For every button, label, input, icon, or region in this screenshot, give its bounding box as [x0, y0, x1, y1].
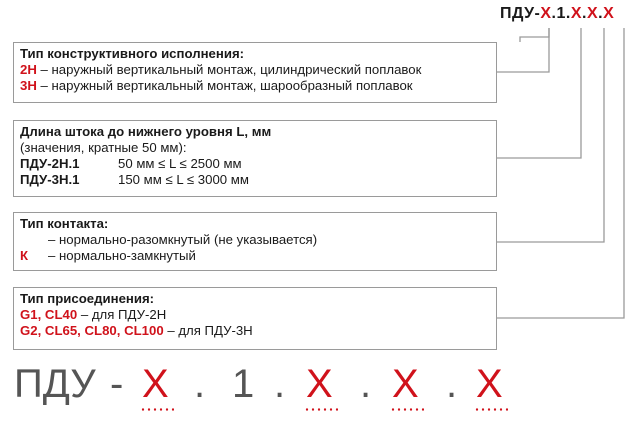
connection-type-title: Тип присоединения: [20, 291, 155, 306]
dotted-underline [474, 408, 508, 411]
option-text: – наружный вертикальный монтаж, цилиндрический поплавок [36, 62, 422, 77]
connection-option-3n [20, 323, 496, 339]
code-dot: . [194, 362, 206, 406]
rod-length-note: (значения, кратные 50 мм): [20, 140, 187, 155]
code-x-contact: Х [586, 5, 599, 22]
code-dot: . [360, 362, 372, 406]
dotted-underline [390, 408, 424, 411]
code-dot: . [446, 362, 458, 406]
code-one: 1 [232, 362, 255, 406]
connector-length [497, 28, 581, 158]
connector-contact [497, 28, 604, 242]
design-type-title: Тип конструктивного исполнения: [20, 46, 245, 61]
design-option-2n [20, 62, 496, 78]
rod-length-title: Длина штока до нижнего уровня L, мм [20, 124, 272, 139]
connector-design [520, 28, 549, 42]
model-name: ПДУ-2Н.1 [20, 156, 80, 171]
length-range: 150 мм ≤ L ≤ 3000 мм [118, 172, 249, 187]
code-x-contact: Х [392, 362, 419, 406]
length-range: 50 мм ≤ L ≤ 2500 мм [118, 156, 242, 171]
design-option-3n [20, 78, 496, 94]
code-dot: . [598, 5, 604, 22]
contact-option-no [20, 232, 496, 248]
option-code: 2Н [20, 62, 37, 77]
code-dot: . [274, 362, 286, 406]
contact-type-title: Тип контакта: [20, 216, 109, 231]
dotted-underline [140, 408, 174, 411]
code-x-length: Х [570, 5, 583, 22]
connection-type-box [13, 287, 497, 350]
connector-design-h [497, 28, 549, 72]
code-dot: . [565, 5, 571, 22]
code-dot: . [582, 5, 587, 22]
contact-option-nc [20, 248, 496, 264]
model-name: ПДУ-3Н.1 [20, 172, 80, 187]
code-prefix: ПДУ [14, 362, 96, 406]
option-code: 3Н [20, 78, 37, 93]
option-text: – для ПДУ-2Н [77, 307, 167, 322]
dotted-underline [304, 408, 338, 411]
code-prefix: ПДУ- [500, 5, 541, 22]
option-text: – для ПДУ-3Н [163, 323, 253, 338]
connection-option-2n [20, 307, 496, 323]
option-text: – нормально-замкнутый [48, 248, 196, 263]
model-code-large [14, 362, 624, 412]
code-dash: - [110, 362, 124, 406]
option-code: К [20, 248, 29, 263]
code-x-length: Х [306, 362, 333, 406]
contact-type-box [13, 212, 497, 271]
code-x-design: Х [142, 362, 169, 406]
rod-length-box [13, 120, 497, 197]
rod-length-row [20, 172, 496, 188]
design-type-box [13, 42, 497, 103]
option-codes: G1, CL40 [20, 307, 78, 322]
code-x-design: Х [540, 5, 552, 22]
option-text: – нормально-разомкнутый (не указывается) [48, 232, 318, 247]
code-x-connection: Х [603, 5, 615, 22]
rod-length-row [20, 156, 496, 172]
option-codes: G2, CL65, CL80, CL100 [20, 323, 164, 338]
option-text: – наружный вертикальный монтаж, шарообразный поплавок [36, 78, 413, 93]
code-one: 1 [556, 5, 566, 22]
code-x-connection: Х [476, 362, 503, 406]
code-dot: . [551, 5, 557, 22]
